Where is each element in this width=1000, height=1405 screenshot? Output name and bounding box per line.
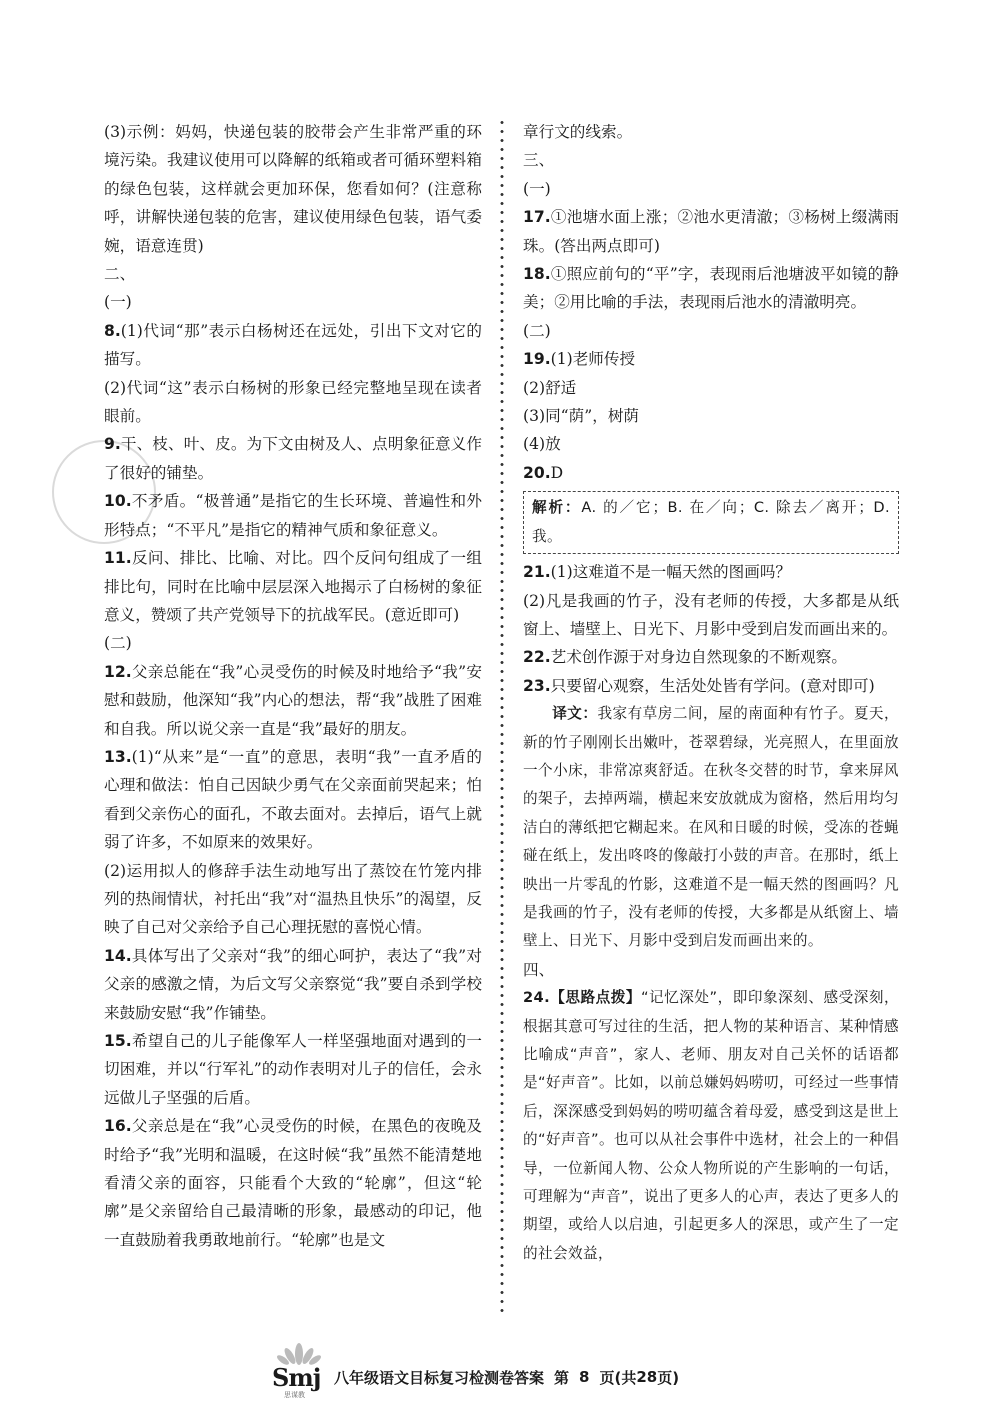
analysis-label: 解析： bbox=[532, 499, 582, 517]
page-end: 页) bbox=[657, 1368, 680, 1387]
answer-24 bbox=[523, 984, 899, 1268]
answer-text: 只要留心观察，生活处处皆有学问。(意对即可) bbox=[550, 676, 875, 695]
answer-text: (1)老师传授 bbox=[550, 350, 636, 369]
lotus-icon bbox=[270, 1336, 328, 1366]
translation-label: 译文： bbox=[552, 705, 598, 723]
question-number: 14. bbox=[104, 946, 132, 965]
answer-line bbox=[523, 430, 899, 458]
answer-text: 父亲总能在“我”心灵受伤的时候及时地给予“我”安慰和鼓励，他深知“我”内心的想法，帮“我”战胜了困难和自我。所以说父亲一直是“我”最好的朋友。 bbox=[104, 662, 482, 738]
answer-line bbox=[523, 203, 899, 260]
answer-line bbox=[523, 459, 899, 487]
right-column bbox=[523, 118, 899, 1268]
answer-line bbox=[104, 1027, 482, 1112]
answer-text: (4)放 bbox=[523, 435, 561, 454]
answer-line bbox=[104, 118, 482, 260]
answer-text: 父亲总是在“我”心灵受伤的时候，在黑色的夜晚及时给予“我”光明和温暖，在这时候“我”虽然不能清楚地看清父亲的面容，只能看个大致的“轮廓”，但这“轮廓”是父亲留给自己最清晰的形象，最感动的印记，他一直鼓励着我勇敢地前行。“轮廓”也是文 bbox=[104, 1117, 482, 1249]
question-number: 22. bbox=[523, 648, 551, 667]
answer-line bbox=[523, 374, 899, 402]
answer-line bbox=[523, 558, 899, 586]
answer-text: 艺术创作源于对身边自然现象的不断观察。 bbox=[550, 648, 847, 667]
answer-text: (3)同“荫”，树荫 bbox=[523, 407, 640, 426]
answer-text: (二) bbox=[104, 634, 132, 653]
answer-line bbox=[523, 643, 899, 671]
question-number: 12. bbox=[104, 662, 132, 681]
answer-text: 三、 bbox=[523, 151, 555, 170]
answer-24-number: 24. bbox=[523, 989, 551, 1007]
logo-subtext: 思谋教 bbox=[284, 1391, 305, 1399]
translation-paragraph bbox=[523, 700, 899, 956]
answer-text: 不矛盾。“极普通”是指它的生长环境、普遍性和外形特点；“不平凡”是指它的精神气质和象征意义。 bbox=[104, 492, 482, 539]
answer-text: (2)凡是我画的竹子，没有老师的传授，大多都是从纸窗上、墙壁上、日光下、月影中受到启发而画出来的。 bbox=[523, 591, 899, 638]
answer-text: (1)“从来”是“一直”的意思，表明“我”一直矛盾的心理和做法：怕自己因缺少勇气在父亲面前哭起来；怕看到父亲伤心的面孔，不敢去面对。去掉后，语气上就弱了许多，不如原来的效果好。 bbox=[104, 747, 482, 852]
question-number: 8. bbox=[104, 321, 121, 340]
answer-line bbox=[104, 1112, 482, 1254]
question-number: 20. bbox=[523, 463, 551, 482]
answer-text: (1)这难道不是一幅天然的图画吗？ bbox=[550, 563, 792, 582]
answer-text: (一) bbox=[523, 179, 551, 198]
answer-text: (1)代词“那”表示白杨树还在远处，引出下文对它的描写。 bbox=[104, 321, 482, 369]
answer-text: 反问、排比、比喻、对比。四个反问句组成了一组排比句，同时在比喻中层层深入地揭示了白杨树的象征意义，赞颂了共产党领导下的抗战军民。(意近即可) bbox=[104, 549, 482, 624]
page-footer bbox=[270, 1360, 680, 1399]
footer-title: 八年级语文目标复习检测卷答案 bbox=[334, 1368, 545, 1387]
answer-line bbox=[104, 857, 482, 942]
page-number: 8 bbox=[579, 1368, 590, 1386]
answer-line bbox=[523, 587, 899, 644]
answer-text: ①照应前句的“平”字，表现雨后池塘波平如镜的静美；②用比喻的手法，表现雨后池水的清澈明亮。 bbox=[523, 265, 899, 312]
answer-line bbox=[523, 118, 899, 146]
publisher-logo bbox=[270, 1348, 328, 1399]
column-divider bbox=[499, 118, 505, 1318]
answer-line bbox=[104, 629, 482, 657]
answer-text: 章行文的线索。 bbox=[523, 123, 633, 141]
answer-text: ①池塘水面上涨；②池水更清澈；③杨树上缀满雨珠。(答出两点即可) bbox=[523, 208, 899, 255]
answer-24-text: “记忆深处”，即印象深刻、感受深刻，根据其意可写过往的生活，把人物的某种语言、某种情感比喻成“声音”，家人、老师、朋友对自己关怀的话语都是“好声音”。比如，以前总嫌妈妈唠叨，可经过一些事情后，深深感受到妈妈的唠叨蕴含着母爱，感受到这是世上的“好声音”。也可以从社会事件中选材，社会上的一种倡导，一位新闻人物、公众人物所说的产生影响的一句话，可理解为“声音”，说出了更多人的心声，表达了更多人的期望，或给人以启迪，引起更多人的深思，或产生了一定的社会效益， bbox=[523, 989, 900, 1262]
logo-text: Smj bbox=[272, 1363, 321, 1392]
answer-line bbox=[523, 317, 899, 345]
answer-text: (2)运用拟人的修辞手法生动地写出了蒸饺在竹笼内排列的热闹情状，衬托出“我”对“温热且快乐”的渴望，反映了自己对父亲给予自己心理抚慰的喜悦心情。 bbox=[104, 861, 482, 937]
answer-line bbox=[523, 146, 899, 174]
page-total: 28 bbox=[636, 1368, 658, 1386]
answer-24-label: 【思路点拨】 bbox=[550, 989, 641, 1007]
answer-text: D bbox=[550, 463, 564, 482]
question-number: 18. bbox=[523, 265, 551, 284]
question-number: 15. bbox=[104, 1032, 132, 1050]
answer-text: (一) bbox=[104, 293, 132, 312]
question-number: 9. bbox=[104, 435, 121, 454]
question-number: 11. bbox=[104, 549, 132, 568]
answer-line bbox=[523, 175, 899, 203]
answer-line bbox=[104, 260, 482, 288]
answer-line bbox=[104, 658, 482, 743]
answer-line bbox=[523, 672, 899, 700]
analysis-box bbox=[523, 491, 899, 554]
page-prefix: 第 bbox=[554, 1368, 570, 1387]
question-number: 16. bbox=[104, 1117, 132, 1136]
answer-text: (2)代词“这”表示白杨树的形象已经完整地呈现在读者眼前。 bbox=[104, 378, 482, 426]
answer-text: 希望自己的儿子能像军人一样坚强地面对遇到的一切困难，并以“行军礼”的动作表明对儿子的信任，会永远做儿子坚强的后盾。 bbox=[104, 1032, 482, 1107]
answer-line bbox=[104, 487, 482, 544]
answer-line bbox=[104, 430, 482, 487]
translation-text: 我家有草房二间，屋的南面种有竹子。夏天，新的竹子刚刚长出嫩叶，苍翠碧绿，光亮照人，在里面放一个小床，非常凉爽舒适。在秋冬交替的时节，拿来屏风的架子，去掉两端，横起来安放就成为窗格，然后用均匀洁白的薄纸把它糊起来。在风和日暖的时候，受冻的苍蝇碰在纸上，发出咚咚的像敲打小鼓的声音。在那时，纸上映出一片零乱的竹影，这难道不是一幅天然的图画吗？凡是我画的竹子，没有老师的传授，大多都是从纸窗上、墙壁上、日光下、月影中受到启发而画出来的。 bbox=[523, 705, 899, 950]
answer-line bbox=[104, 743, 482, 857]
question-number: 21. bbox=[523, 563, 551, 582]
question-number: 19. bbox=[523, 350, 551, 369]
question-number: 10. bbox=[104, 492, 132, 511]
answer-line bbox=[523, 402, 899, 430]
answer-line bbox=[104, 544, 482, 629]
analysis-text: A. 的／它；B. 在／向；C. 除去／离开；D. 我。 bbox=[532, 499, 890, 545]
page-suffix: 页(共 bbox=[599, 1368, 637, 1387]
question-number: 17. bbox=[523, 208, 551, 227]
answer-line bbox=[523, 345, 899, 373]
answer-text: 干、枝、叶、皮。为下文由树及人、点明象征意义作了很好的铺垫。 bbox=[104, 435, 482, 482]
answer-text: (3)示例：妈妈，快递包装的胶带会产生非常严重的环境污染。我建议使用可以降解的纸箱或者可循环塑料箱的绿色包装，这样就会更加环保，您看如何？(注意称呼，讲解快递包装的危害，建议使用绿色包装，语气委婉，语意连贯) bbox=[104, 123, 482, 255]
question-number: 23. bbox=[523, 676, 551, 695]
answer-text: (二) bbox=[523, 321, 551, 340]
answer-line bbox=[104, 317, 482, 374]
answer-text: 二、 bbox=[104, 265, 136, 284]
answer-line bbox=[104, 942, 482, 1027]
answer-line bbox=[104, 374, 482, 431]
answer-line bbox=[104, 288, 482, 316]
question-number: 13. bbox=[104, 747, 132, 766]
answer-line bbox=[523, 260, 899, 317]
answer-text: (2)舒适 bbox=[523, 378, 577, 397]
answer-text: 具体写出了父亲对“我”的细心呵护，表达了“我”对父亲的感激之情，为后文写父亲察觉“我”要自杀到学校来鼓励安慰“我”作铺垫。 bbox=[104, 946, 482, 1022]
section-heading-four: 四、 bbox=[523, 960, 555, 979]
left-column bbox=[104, 118, 482, 1254]
